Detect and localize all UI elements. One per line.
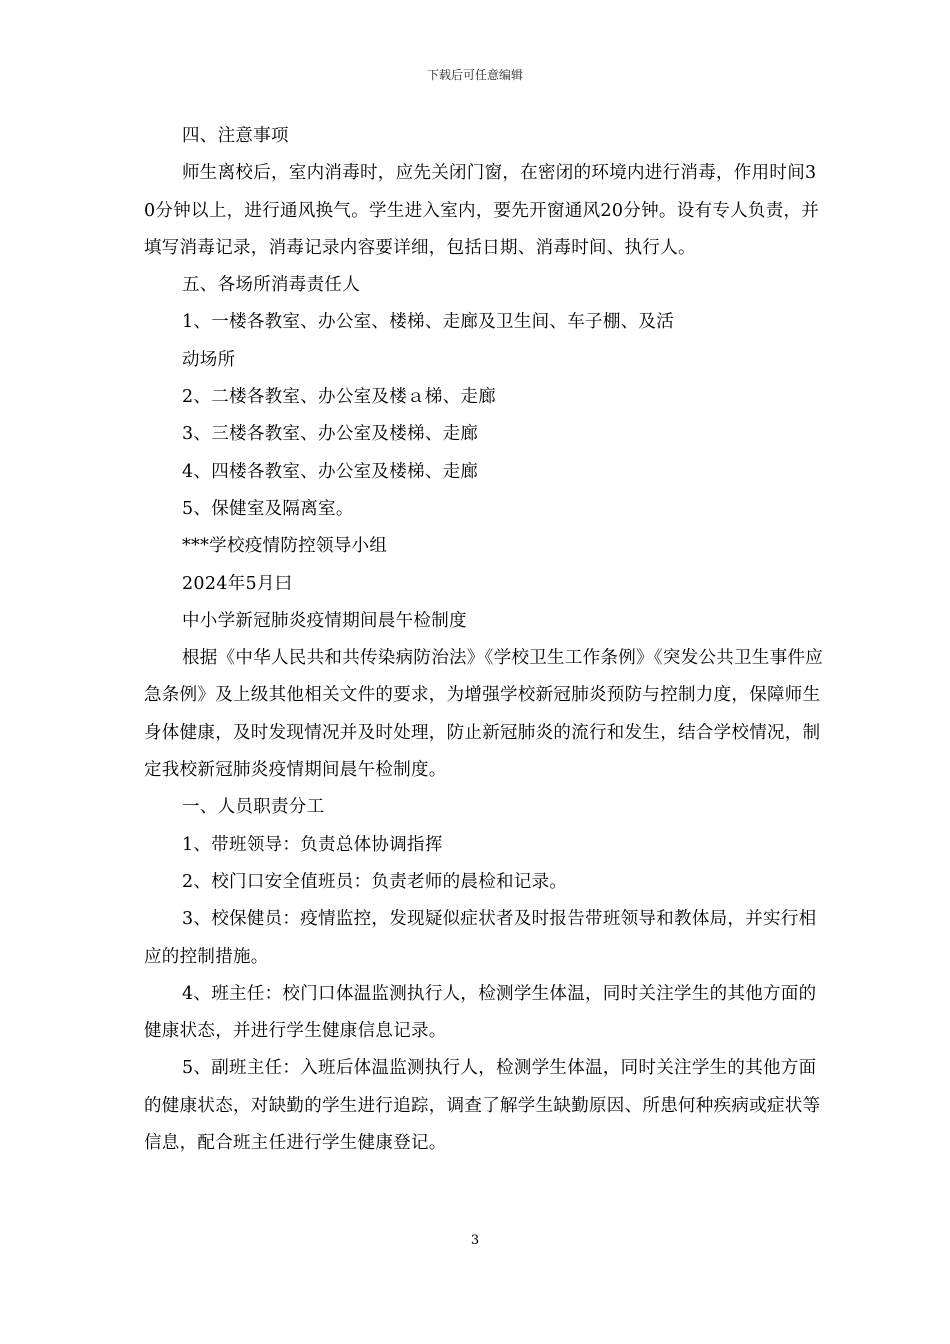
section-heading-responsible-persons: 五、各场所消毒责任人	[182, 275, 360, 296]
signature-organization: ***学校疫情防控领导小组	[182, 536, 388, 557]
duty-item-shift-leader: 1、带班领导：负责总体协调指挥	[182, 834, 443, 855]
paragraph-disinfection-procedure: 师生离校后，室内消毒时，应先关闭门窗，在密闭的环境内进行消毒，作用时间30分钟以上，进行通风换气。学生进入室内，要先开窗通风20分钟。设有专人负责，并填写消毒记录，消毒记录内容要详细，包括日期、消毒时间、执行人。	[144, 163, 820, 258]
duty-item-deputy-head-teacher: 5、副班主任：入班后体温监测执行人，检测学生体温，同时关注学生的其他方面的健康状态，对缺勤的学生进行追踪，调查了解学生缺勤原因、所患何种疾病或症状等信息，配合班主任进行学生健康登记。	[144, 1058, 821, 1154]
page-number: 3	[470, 1233, 480, 1248]
section-heading-duties: 一、人员职责分工	[182, 797, 325, 818]
page-header: 下载后可任意编辑	[426, 68, 523, 82]
section-heading-precautions: 四、注意事项	[182, 126, 289, 146]
duty-item-gate-guard: 2、校门口安全值班员：负责老师的晨检和记录。	[182, 871, 568, 892]
paragraph-basis: 根据《中华人民共和共传染病防治法》《学校卫生工作条例》《突发公共卫生事件应急条例》及上级其他相关文件的要求，为增强学校新冠肺炎预防与控制力度，保障师生身体健康，及时发现情况并及时处理，防止新冠肺炎的流行和发生，结合学校情况，制定我校新冠肺炎疫情期间晨午检制度。	[144, 648, 824, 781]
list-item-health-room: 5、保健室及隔离室。	[182, 498, 354, 519]
document-body	[144, 118, 824, 1162]
duty-item-head-teacher: 4、班主任：校门口体温监测执行人，检测学生体温，同时关注学生的其他方面的健康状态，并进行学生健康信息记录。	[144, 983, 817, 1042]
list-item-floor-1: 1、一楼各教室、办公室、楼梯、走廊及卫生间、车子棚、及活	[182, 312, 675, 333]
document-title: 中小学新冠肺炎疫情期间晨午检制度	[182, 610, 467, 631]
list-item-floor-1-continued: 动场所	[182, 349, 236, 370]
list-item-floor-3: 3、三楼各教室、办公室及楼梯、走廊	[182, 424, 479, 445]
list-item-floor-4: 4、四楼各教室、办公室及楼梯、走廊	[182, 461, 479, 482]
list-item-floor-2: 2、二楼各教室、办公室及楼ａ梯、走廊	[182, 387, 497, 408]
signature-date: 2024年5月曰	[182, 573, 293, 594]
duty-item-health-worker: 3、校保健员：疫情监控，发现疑似症状者及时报告带班领导和教体局，并实行相应的控制措施。	[144, 909, 817, 967]
